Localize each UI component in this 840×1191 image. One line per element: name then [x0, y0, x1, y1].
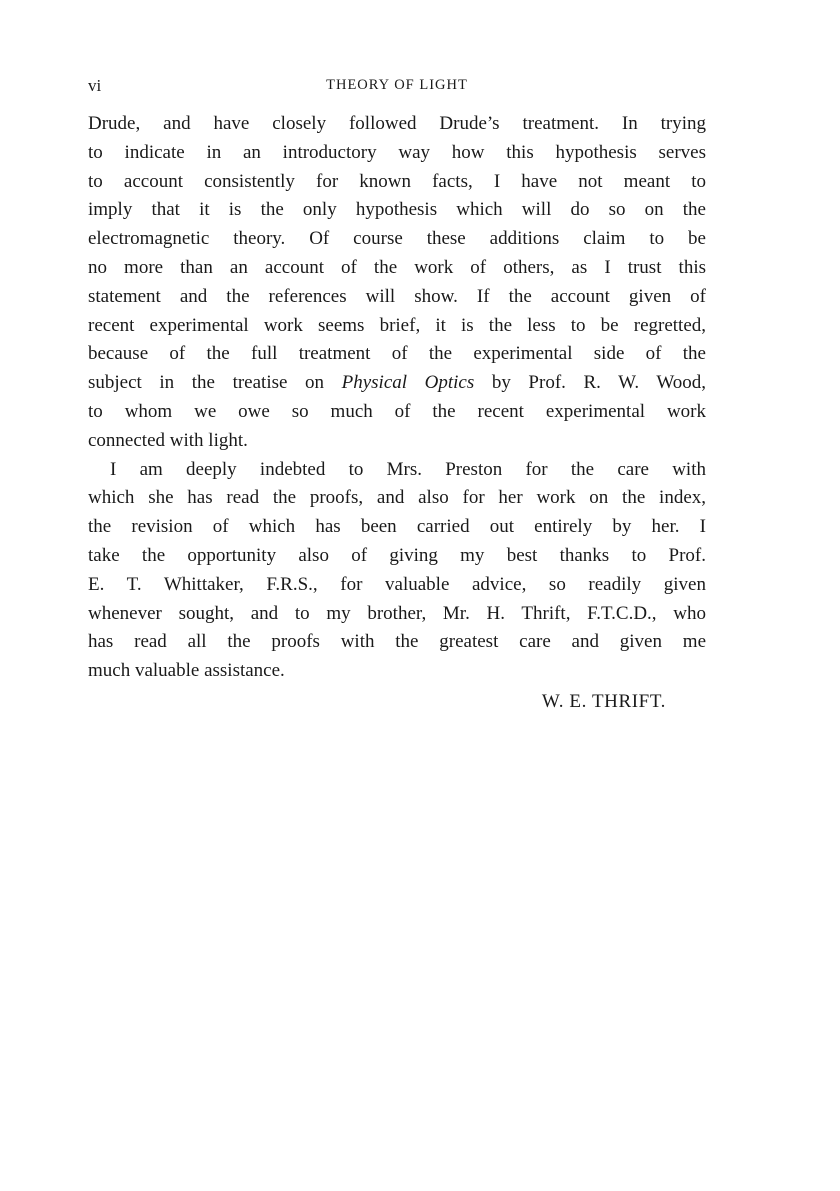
running-header [88, 68, 706, 98]
book-title: Physical Optics [341, 372, 475, 394]
text-line: to whom we owe so much of the recent experimental work [88, 400, 706, 422]
text-line: which she has read the proofs, and also for her work on the index, [88, 487, 706, 509]
body-text [88, 110, 706, 686]
text-segment: subject in the treatise on [88, 372, 342, 394]
document-page [88, 68, 706, 717]
text-line: whenever sought, and to my brother, Mr. H. Thrift, F.T.C.D., who [88, 602, 706, 624]
text-line: imply that it is the only hypothesis which will do so on the [88, 199, 706, 221]
text-line: much valuable assistance. [88, 660, 285, 682]
text-line: recent experimental work seems brief, it is the less to be regretted, [88, 314, 706, 336]
text-line: Drude, and have closely followed Drude’s treatment. In trying [88, 113, 706, 134]
text-line: I am deeply indebted to Mrs. Preston for the care with [110, 458, 706, 480]
text-line: because of the full treatment of the experimental side of the [88, 343, 706, 365]
text-line-with-book-title [88, 369, 706, 398]
paragraph-1 [88, 110, 706, 456]
page-number: vi [88, 76, 102, 95]
text-line: take the opportunity also of giving my best thanks to Prof. [88, 544, 706, 566]
text-segment: by Prof. R. W. Wood, [474, 372, 707, 394]
text-line: has read all the proofs with the greatest care and given me [88, 631, 706, 653]
text-line: E. T. Whittaker, F.R.S., for valuable advice, so readily given [88, 573, 706, 595]
text-line: the revision of which has been carried out entirely by her. I [88, 516, 706, 538]
paragraph-2 [88, 456, 706, 686]
text-line: statement and the references will show. If the account given of [88, 285, 706, 307]
running-title: THEORY OF LIGHT [326, 77, 468, 93]
text-line: no more than an account of the work of others, as I trust this [88, 256, 706, 278]
text-line: electromagnetic theory. Of course these additions claim to be [88, 228, 706, 250]
text-line: to account consistently for known facts, I have not meant to [88, 170, 706, 192]
text-line: connected with light. [88, 429, 248, 451]
text-line: to indicate in an introductory way how this hypothesis serves [88, 141, 706, 163]
author-signature: W. E. THRIFT. [541, 690, 666, 712]
